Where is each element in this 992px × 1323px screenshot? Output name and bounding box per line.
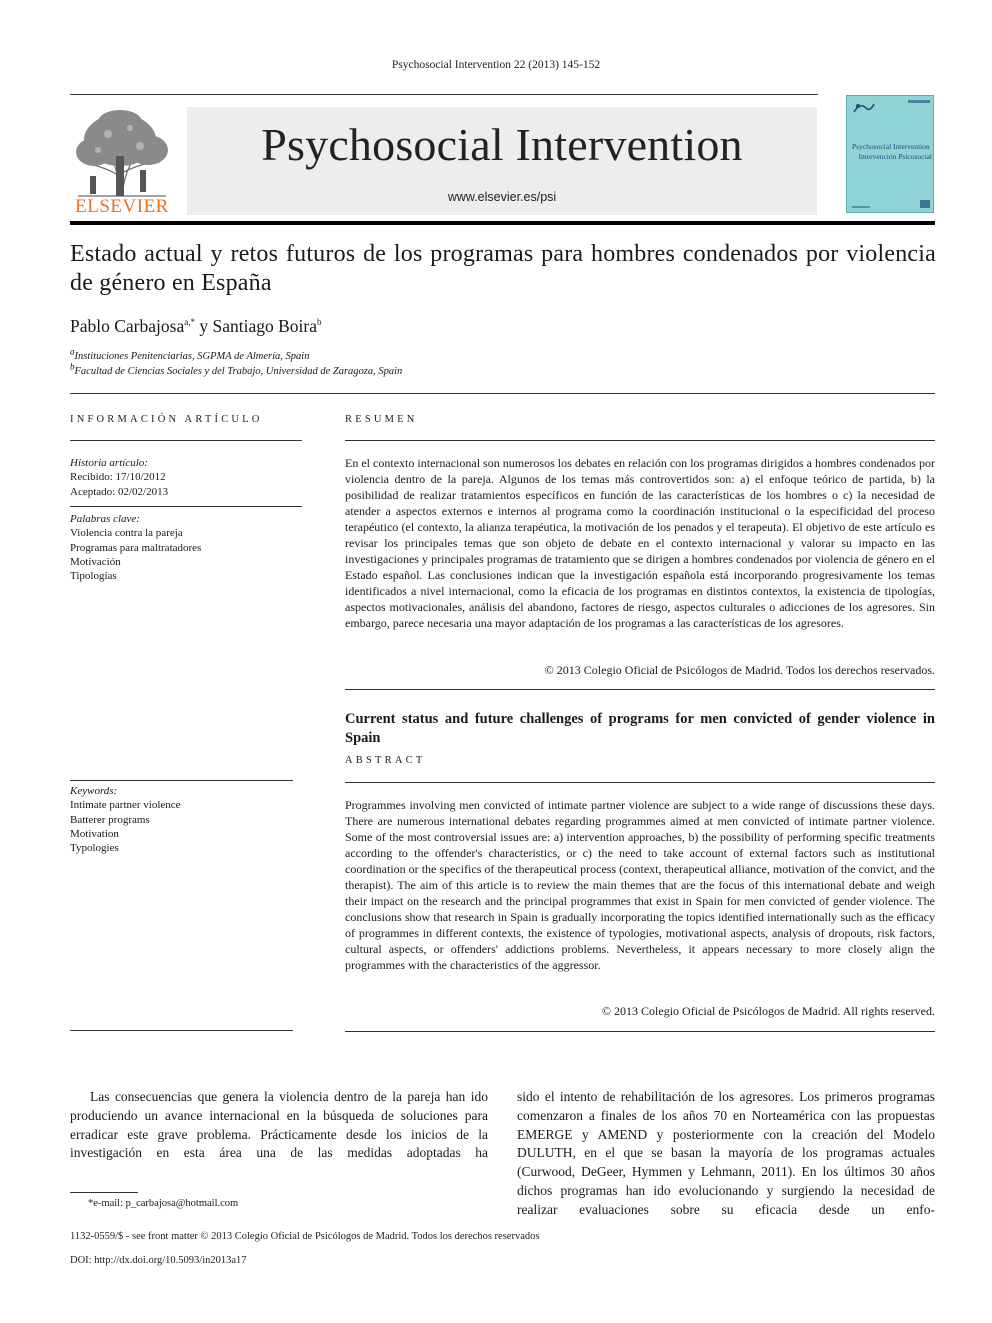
section-divider — [345, 689, 935, 690]
resumen-copyright: © 2013 Colegio Oficial de Psicólogos de Madrid. Todos los derechos reservados. — [544, 663, 935, 677]
keywords-en — [70, 784, 302, 855]
keywords-es — [70, 512, 302, 583]
affiliation-sup: a — [70, 346, 75, 357]
info-heading: INFORMACIÓN ARTÍCULO — [70, 414, 263, 425]
affiliation-text: Instituciones Penitenciarias, SGPMA de Almería, Spain — [74, 351, 310, 362]
info-rule — [70, 506, 302, 507]
keyword: Motivación — [70, 555, 121, 568]
history-label: Historia artículo: — [70, 457, 148, 469]
accepted-date: Aceptado: 02/02/2013 — [70, 485, 169, 498]
keywords-label: Keywords: — [70, 785, 118, 797]
keyword: Motivation — [70, 827, 119, 840]
resumen-heading: RESUMEN — [345, 414, 418, 425]
publisher-name: ELSEVIER — [75, 196, 169, 217]
issn-line: 1132-0559/$ - see front matter © 2013 Colegio Oficial de Psicólogos de Madrid. Todos los derechos reservados — [70, 1231, 540, 1242]
english-title: Current status and future challenges of programs for men convicted of gender violence in Spain — [345, 711, 935, 746]
author-affil-sup: b — [316, 317, 322, 328]
abstract-copyright: © 2013 Colegio Oficial de Psicólogos de Madrid. All rights reserved. — [601, 1004, 935, 1018]
cover-volume-bar — [908, 100, 930, 103]
received-date: Recibido: 17/10/2012 — [70, 471, 166, 484]
author-affil-sup: a,* — [184, 317, 195, 328]
journal-title: Psychosocial Intervention — [261, 119, 743, 170]
keywords-label: Palabras clave: — [70, 513, 140, 525]
running-head: Psychosocial Intervention 22 (2013) 145-152 — [391, 59, 601, 71]
info-rule — [70, 440, 302, 441]
article-history — [70, 456, 302, 499]
doi-link[interactable]: DOI: http://dx.doi.org/10.5093/in2013a17 — [70, 1255, 247, 1266]
cover-publisher-mark — [920, 200, 930, 208]
affiliation — [70, 361, 403, 377]
affiliation-sup: b — [70, 361, 75, 372]
keyword: Programas para maltratadores — [70, 541, 202, 554]
info-rule — [70, 780, 293, 781]
keyword: Tipologías — [70, 570, 117, 583]
author-connector: y — [194, 316, 213, 336]
footnote-rule — [70, 1192, 138, 1193]
author-name: Pablo Carbajosa — [70, 316, 185, 336]
abstract-heading: ABSTRACT — [345, 755, 426, 766]
body-column-left: Las consecuencias que genera la violencia dentro de la pareja han ido produciendo un avance internacional en la búsqueda de soluciones para erradicar este grave problema. Prácticamente desde los inicios de la investigación en esta área una de las medidas adoptadas ha — [70, 1089, 488, 1161]
keyword: Batterer programs — [70, 813, 150, 826]
section-divider — [345, 1031, 935, 1032]
journal-url[interactable]: www.elsevier.es/psi — [447, 190, 557, 204]
resumen-rule — [345, 440, 935, 441]
cover-footer-bar — [852, 206, 870, 208]
resumen-text: En el contexto internacional son numerosos los debates en relación con los programas dirigidos a hombres condenados por violencia dentro de la pareja. Algunos de los temas más controvertidos son: a) el enfoque teórico de partida, b) la posibilidad de realizar tratamientos específicos en función de las características de los hombres o c) la necesidad de atender a aspectos externos e internos al programa como la coordinación institucional o la especificidad del proceso terapéutico (el contexto, la alianza terapéutica, la motivación de los penados y el terapeuta). El objetivo de este artículo es revisar los principales temas que son objeto de debate en el contexto internacional y valorar su impacto en las investigaciones y principales programas de tratamiento que se dirigen a hombres condenados por violencia de género en el Estado español. Las conclusiones indican que la investigación española está incorporando progresivamente los temas identificados a nivel internacional, como la eficacia de los programas en distintos contextos, la existencia de tipologías, aspectos motivacionales, análisis del abandono, factores de riesgo, aspectos culturales o adicciones de los agresores. Sin embargo, parece necesaria una mayor adaptación de los programas a las características de los agresores. — [345, 456, 935, 630]
affiliation-text: Facultad de Ciencias Sociales y del Trabajo, Universidad de Zaragoza, Spain — [74, 366, 403, 377]
author-name: Santiago Boira — [212, 316, 317, 336]
section-divider — [70, 393, 935, 394]
header-bottom-rule — [70, 221, 935, 225]
cover-title-es: Intervención Psicosocial — [858, 152, 932, 161]
author-list — [70, 316, 321, 337]
keyword: Violencia contra la pareja — [70, 527, 183, 540]
cover-title-en: Psychosocial Intervention — [852, 142, 930, 151]
affiliation — [70, 346, 310, 362]
cover-emblem-icon — [852, 100, 876, 116]
article-title: Estado actual y retos futuros de los programas para hombres condenados por violencia de género en España — [70, 241, 936, 296]
keyword: Typologies — [70, 842, 119, 855]
header-top-rule — [70, 94, 818, 95]
keyword: Intimate partner violence — [70, 799, 181, 812]
corresponding-email: *e-mail: p_carbajosa@hotmail.com — [88, 1198, 239, 1209]
body-column-right: sido el intento de rehabilitación de los agresores. Los primeros programas comenzaron a finales de los años 70 en Norteamérica con las propuestas EMERGE y AMEND y posteriormente con la creación del Modelo DULUTH, en el que se basan la mayoría de los programas actuales (Curwood, DeGeer, Hymmen y Lehmann, 2011). En los últimos 30 años dichos programas han ido evolucionando y surgiendo la necesidad de realizar evaluaciones sobre su eficacia desde un enfo- — [517, 1089, 935, 1217]
abstract-text: Programmes involving men convicted of intimate partner violence are subject to a wide range of discussions these days. There are numerous international debates regarding programmes aimed at men convicted of intimate partner violence. Some of the most controversial issues are: a) intervention approaches, b) the possibility of performing specific treatments according to the offender's characteristics, or c) the need to take account of external factors such as institutional coordination or the specifics of the therapeutical process (context, therapeutical alliance, motivation of the convict, and the therapist). The aim of this article is to review the main themes that are the focus of this international debate and weigh their impact on the research and the principal programmes that exist in Spain for men convicted of gender violence. The conclusions show that research in Spain is gradually incorporating the topics identified internationally such as the efficacy of programmes in different contexts, the existence of typologies, motivational aspects, analysis of dropouts, risk factors, cultural aspects, or offenders' addictions problems. Nevertheless, it appears necessary to more closely align the programmes with the characteristics of the aggressor. — [345, 798, 935, 972]
info-rule — [70, 1030, 293, 1031]
abstract-rule — [345, 782, 935, 783]
